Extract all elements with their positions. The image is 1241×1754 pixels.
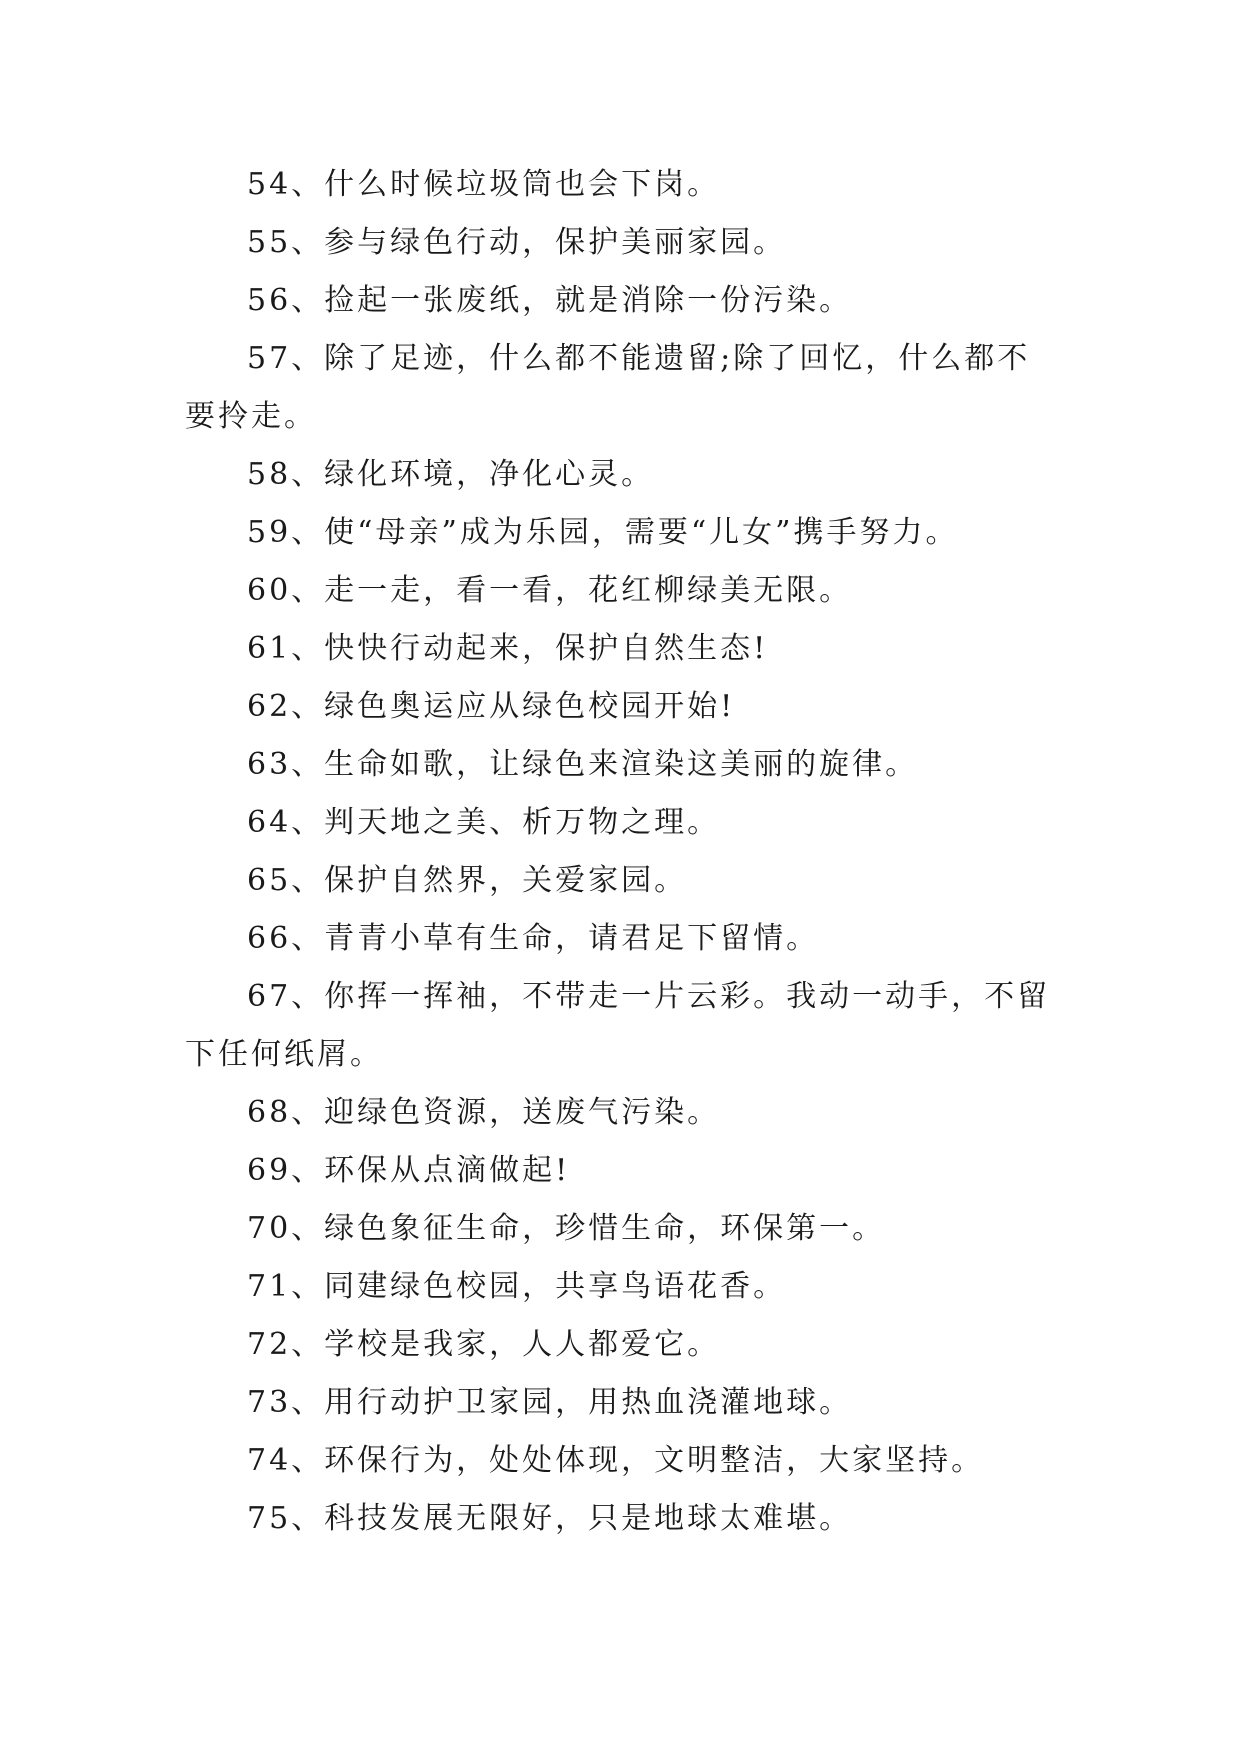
paragraph-67: 67、你挥一挥袖，不带走一片云彩。我动一动手，不留下任何纸屑。 <box>185 979 1051 1072</box>
paragraph-75: 75、科技发展无限好，只是地球太难堪。 <box>247 1501 853 1536</box>
paragraph-55: 55、参与绿色行动，保护美丽家园。 <box>247 225 787 260</box>
paragraph-59: 59、使“母亲”成为乐园，需要“儿女”携手努力。 <box>247 515 959 550</box>
paragraph-57: 57、除了足迹，什么都不能遗留;除了回忆，什么都不要拎走。 <box>185 341 1031 434</box>
paragraph-72: 72、学校是我家，人人都爱它。 <box>247 1327 721 1362</box>
paragraph-71: 71、同建绿色校园，共享鸟语花香。 <box>247 1269 787 1304</box>
paragraph-70: 70、绿色象征生命，珍惜生命，环保第一。 <box>247 1211 886 1246</box>
document-body <box>185 156 1055 1548</box>
paragraph-65: 65、保护自然界，关爱家园。 <box>247 863 688 898</box>
paragraph-60: 60、走一走，看一看，花红柳绿美无限。 <box>247 573 853 608</box>
paragraph-66: 66、青青小草有生命，请君足下留情。 <box>247 921 820 956</box>
paragraph-58: 58、绿化环境，净化心灵。 <box>247 457 655 492</box>
paragraph-73: 73、用行动护卫家园，用热血浇灌地球。 <box>247 1385 853 1420</box>
paragraph-74: 74、环保行为，处处体现，文明整洁，大家坚持。 <box>247 1443 985 1478</box>
paragraph-62: 62、绿色奥运应从绿色校园开始! <box>247 689 736 724</box>
paragraph-61: 61、快快行动起来，保护自然生态! <box>247 631 769 666</box>
paragraph-56: 56、捡起一张废纸，就是消除一份污染。 <box>247 283 853 318</box>
paragraph-63: 63、生命如歌，让绿色来渲染这美丽的旋律。 <box>247 747 919 782</box>
paragraph-64: 64、判天地之美、析万物之理。 <box>247 805 721 840</box>
paragraph-54: 54、什么时候垃圾筒也会下岗。 <box>247 167 721 202</box>
paragraph-68: 68、迎绿色资源，送废气污染。 <box>247 1095 721 1130</box>
paragraph-69: 69、环保从点滴做起! <box>247 1153 571 1188</box>
